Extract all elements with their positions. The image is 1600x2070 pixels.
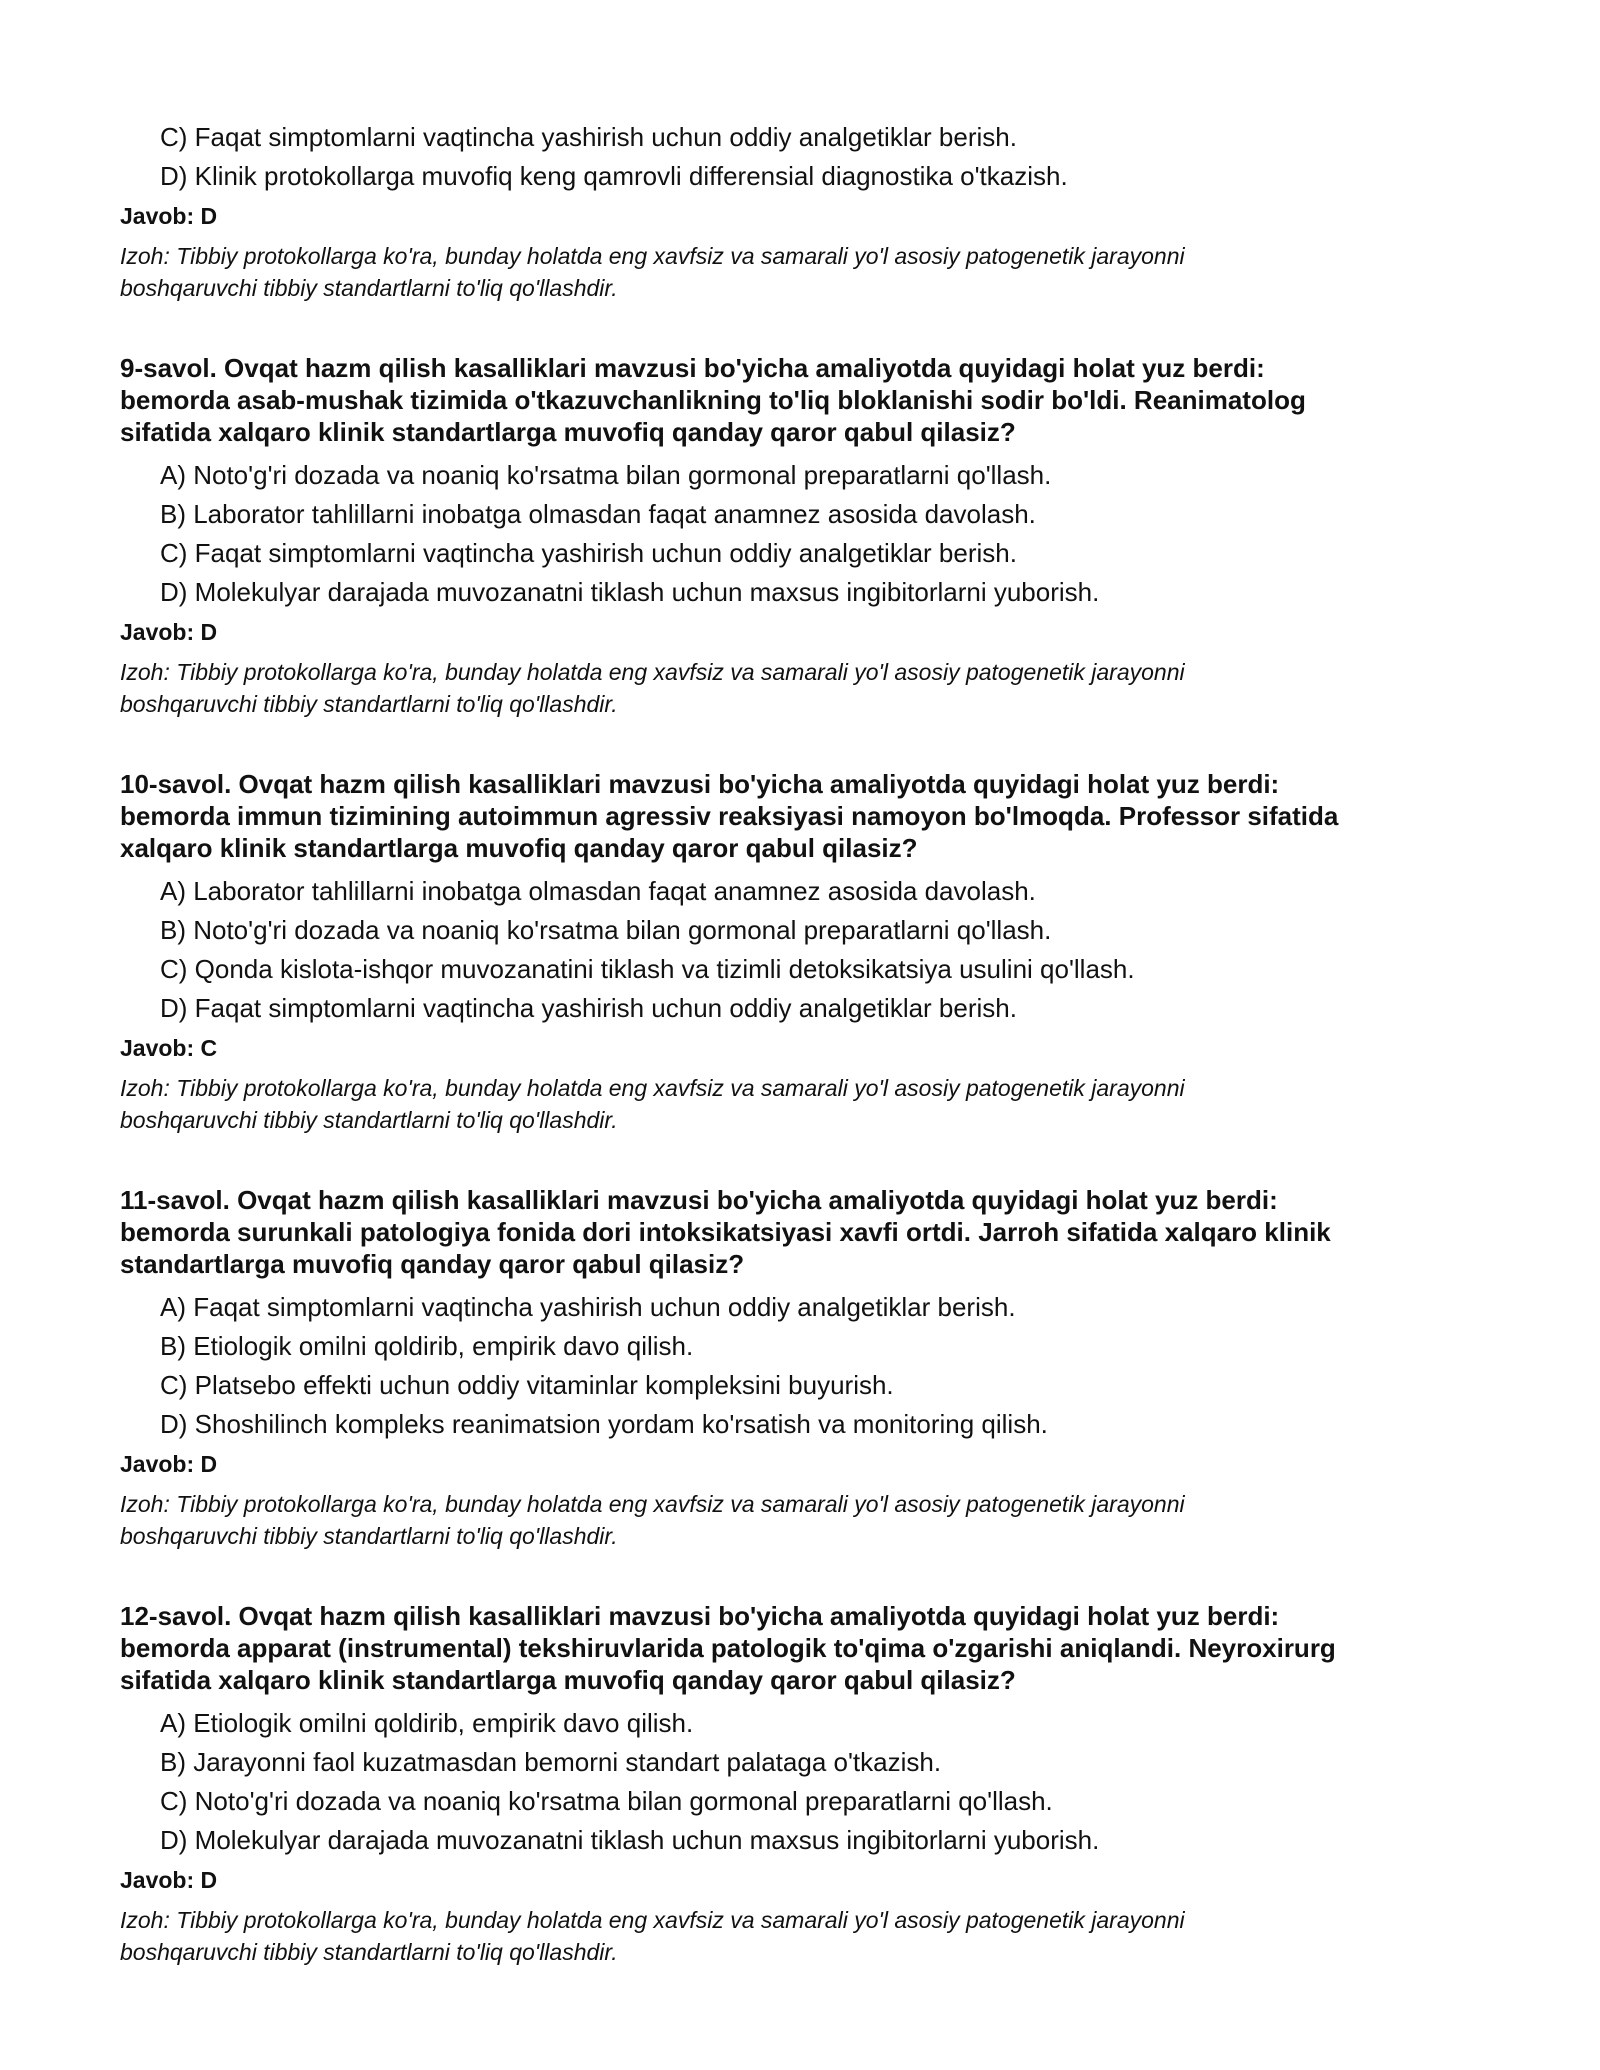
note-line: Izoh: Tibbiy protokollarga ko'ra, bunday holatda eng xavfsiz va samarali yo'l asosiy patogenetik jarayonni xyxy=(120,1491,1185,1517)
option-a: A) Noto'g'ri dozada va noaniq ko'rsatma bilan gormonal preparatlarni qo'llash. xyxy=(160,460,1052,490)
question-line: standartlarga muvofiq qanday qaror qabul qilasiz? xyxy=(120,1249,745,1279)
explanation-note xyxy=(120,1488,1500,1552)
option-d: D) Klinik protokollarga muvofiq keng qamrovli differensial diagnostika o'tkazish. xyxy=(160,161,1068,191)
question-line: sifatida xalqaro klinik standartlarga muvofiq qanday qaror qabul qilasiz? xyxy=(120,417,1016,447)
option-c: C) Faqat simptomlarni vaqtincha yashirish uchun oddiy analgetiklar berish. xyxy=(160,538,1017,568)
question-10 xyxy=(120,768,1500,1136)
option-d: D) Faqat simptomlarni vaqtincha yashirish uchun oddiy analgetiklar berish. xyxy=(160,993,1017,1023)
option-c: C) Faqat simptomlarni vaqtincha yashirish uchun oddiy analgetiklar berish. xyxy=(160,122,1017,152)
question-line: bemorda apparat (instrumental) tekshiruvlarida patologik to'qima o'zgarishi aniqlandi. Neyroxirurg xyxy=(120,1633,1336,1663)
document-page xyxy=(120,118,1500,1968)
note-line: boshqaruvchi tibbiy standartlarni to'liq qo'llashdir. xyxy=(120,1107,618,1133)
question-line: xalqaro klinik standartlarga muvofiq qanday qaror qabul qilasiz? xyxy=(120,833,918,863)
option-a: A) Laborator tahlillarni inobatga olmasdan faqat anamnez asosida davolash. xyxy=(160,876,1036,906)
note-line: boshqaruvchi tibbiy standartlarni to'liq qo'llashdir. xyxy=(120,1523,618,1549)
option-b: B) Etiologik omilni qoldirib, empirik davo qilish. xyxy=(160,1331,694,1361)
question-line: bemorda surunkali patologiya fonida dori intoksikatsiyasi xavfi ortdi. Jarroh sifatida xalqaro klinik xyxy=(120,1217,1331,1247)
note-line: Izoh: Tibbiy protokollarga ko'ra, bunday holatda eng xavfsiz va samarali yo'l asosiy patogenetik jarayonni xyxy=(120,659,1185,685)
answer-label: Javob: D xyxy=(120,1451,218,1477)
option-d: D) Molekulyar darajada muvozanatni tiklash uchun maxsus ingibitorlarni yuborish. xyxy=(160,1825,1100,1855)
question-line: 12-savol. Ovqat hazm qilish kasalliklari mavzusi bo'yicha amaliyotda quyidagi holat yuz berdi: xyxy=(120,1601,1280,1631)
note-line: boshqaruvchi tibbiy standartlarni to'liq qo'llashdir. xyxy=(120,691,618,717)
option-c: C) Platsebo effekti uchun oddiy vitaminlar kompleksini buyurish. xyxy=(160,1370,894,1400)
question-11 xyxy=(120,1184,1500,1552)
explanation-note xyxy=(120,240,1500,304)
answer-label: Javob: D xyxy=(120,203,218,229)
answer-label: Javob: D xyxy=(120,619,218,645)
explanation-note xyxy=(120,656,1500,720)
question-text xyxy=(120,1600,1500,1696)
question-12 xyxy=(120,1600,1500,1968)
note-line: boshqaruvchi tibbiy standartlarni to'liq qo'llashdir. xyxy=(120,275,618,301)
explanation-note xyxy=(120,1904,1500,1968)
option-c: C) Qonda kislota-ishqor muvozanatini tiklash va tizimli detoksikatsiya usulini qo'llash. xyxy=(160,954,1135,984)
question-line: sifatida xalqaro klinik standartlarga muvofiq qanday qaror qabul qilasiz? xyxy=(120,1665,1016,1695)
question-line: 9-savol. Ovqat hazm qilish kasalliklari mavzusi bo'yicha amaliyotda quyidagi holat yuz berdi: xyxy=(120,353,1265,383)
note-line: Izoh: Tibbiy protokollarga ko'ra, bunday holatda eng xavfsiz va samarali yo'l asosiy patogenetik jarayonni xyxy=(120,243,1185,269)
question-8-continuation xyxy=(120,118,1500,304)
question-line: bemorda immun tizimining autoimmun agressiv reaksiyasi namoyon bo'lmoqda. Professor sifatida xyxy=(120,801,1339,831)
answer-label: Javob: D xyxy=(120,1867,218,1893)
option-c: C) Noto'g'ri dozada va noaniq ko'rsatma bilan gormonal preparatlarni qo'llash. xyxy=(160,1786,1053,1816)
option-a: A) Etiologik omilni qoldirib, empirik davo qilish. xyxy=(160,1708,694,1738)
question-text xyxy=(120,352,1500,448)
question-line: 10-savol. Ovqat hazm qilish kasalliklari mavzusi bo'yicha amaliyotda quyidagi holat yuz berdi: xyxy=(120,769,1280,799)
explanation-note xyxy=(120,1072,1500,1136)
note-line: boshqaruvchi tibbiy standartlarni to'liq qo'llashdir. xyxy=(120,1939,618,1965)
option-b: B) Laborator tahlillarni inobatga olmasdan faqat anamnez asosida davolash. xyxy=(160,499,1036,529)
note-line: Izoh: Tibbiy protokollarga ko'ra, bunday holatda eng xavfsiz va samarali yo'l asosiy patogenetik jarayonni xyxy=(120,1075,1185,1101)
option-b: B) Jarayonni faol kuzatmasdan bemorni standart palataga o'tkazish. xyxy=(160,1747,942,1777)
question-line: bemorda asab-mushak tizimida o'tkazuvchanlikning to'liq bloklanishi sodir bo'ldi. Reanimatolog xyxy=(120,385,1306,415)
answer-label: Javob: C xyxy=(120,1035,218,1061)
question-text xyxy=(120,1184,1500,1280)
option-d: D) Molekulyar darajada muvozanatni tiklash uchun maxsus ingibitorlarni yuborish. xyxy=(160,577,1100,607)
question-line: 11-savol. Ovqat hazm qilish kasalliklari mavzusi bo'yicha amaliyotda quyidagi holat yuz berdi: xyxy=(120,1185,1278,1215)
note-line: Izoh: Tibbiy protokollarga ko'ra, bunday holatda eng xavfsiz va samarali yo'l asosiy patogenetik jarayonni xyxy=(120,1907,1185,1933)
option-d: D) Shoshilinch kompleks reanimatsion yordam ko'rsatish va monitoring qilish. xyxy=(160,1409,1048,1439)
option-a: A) Faqat simptomlarni vaqtincha yashirish uchun oddiy analgetiklar berish. xyxy=(160,1292,1016,1322)
question-9 xyxy=(120,352,1500,720)
option-b: B) Noto'g'ri dozada va noaniq ko'rsatma bilan gormonal preparatlarni qo'llash. xyxy=(160,915,1052,945)
question-text xyxy=(120,768,1500,864)
